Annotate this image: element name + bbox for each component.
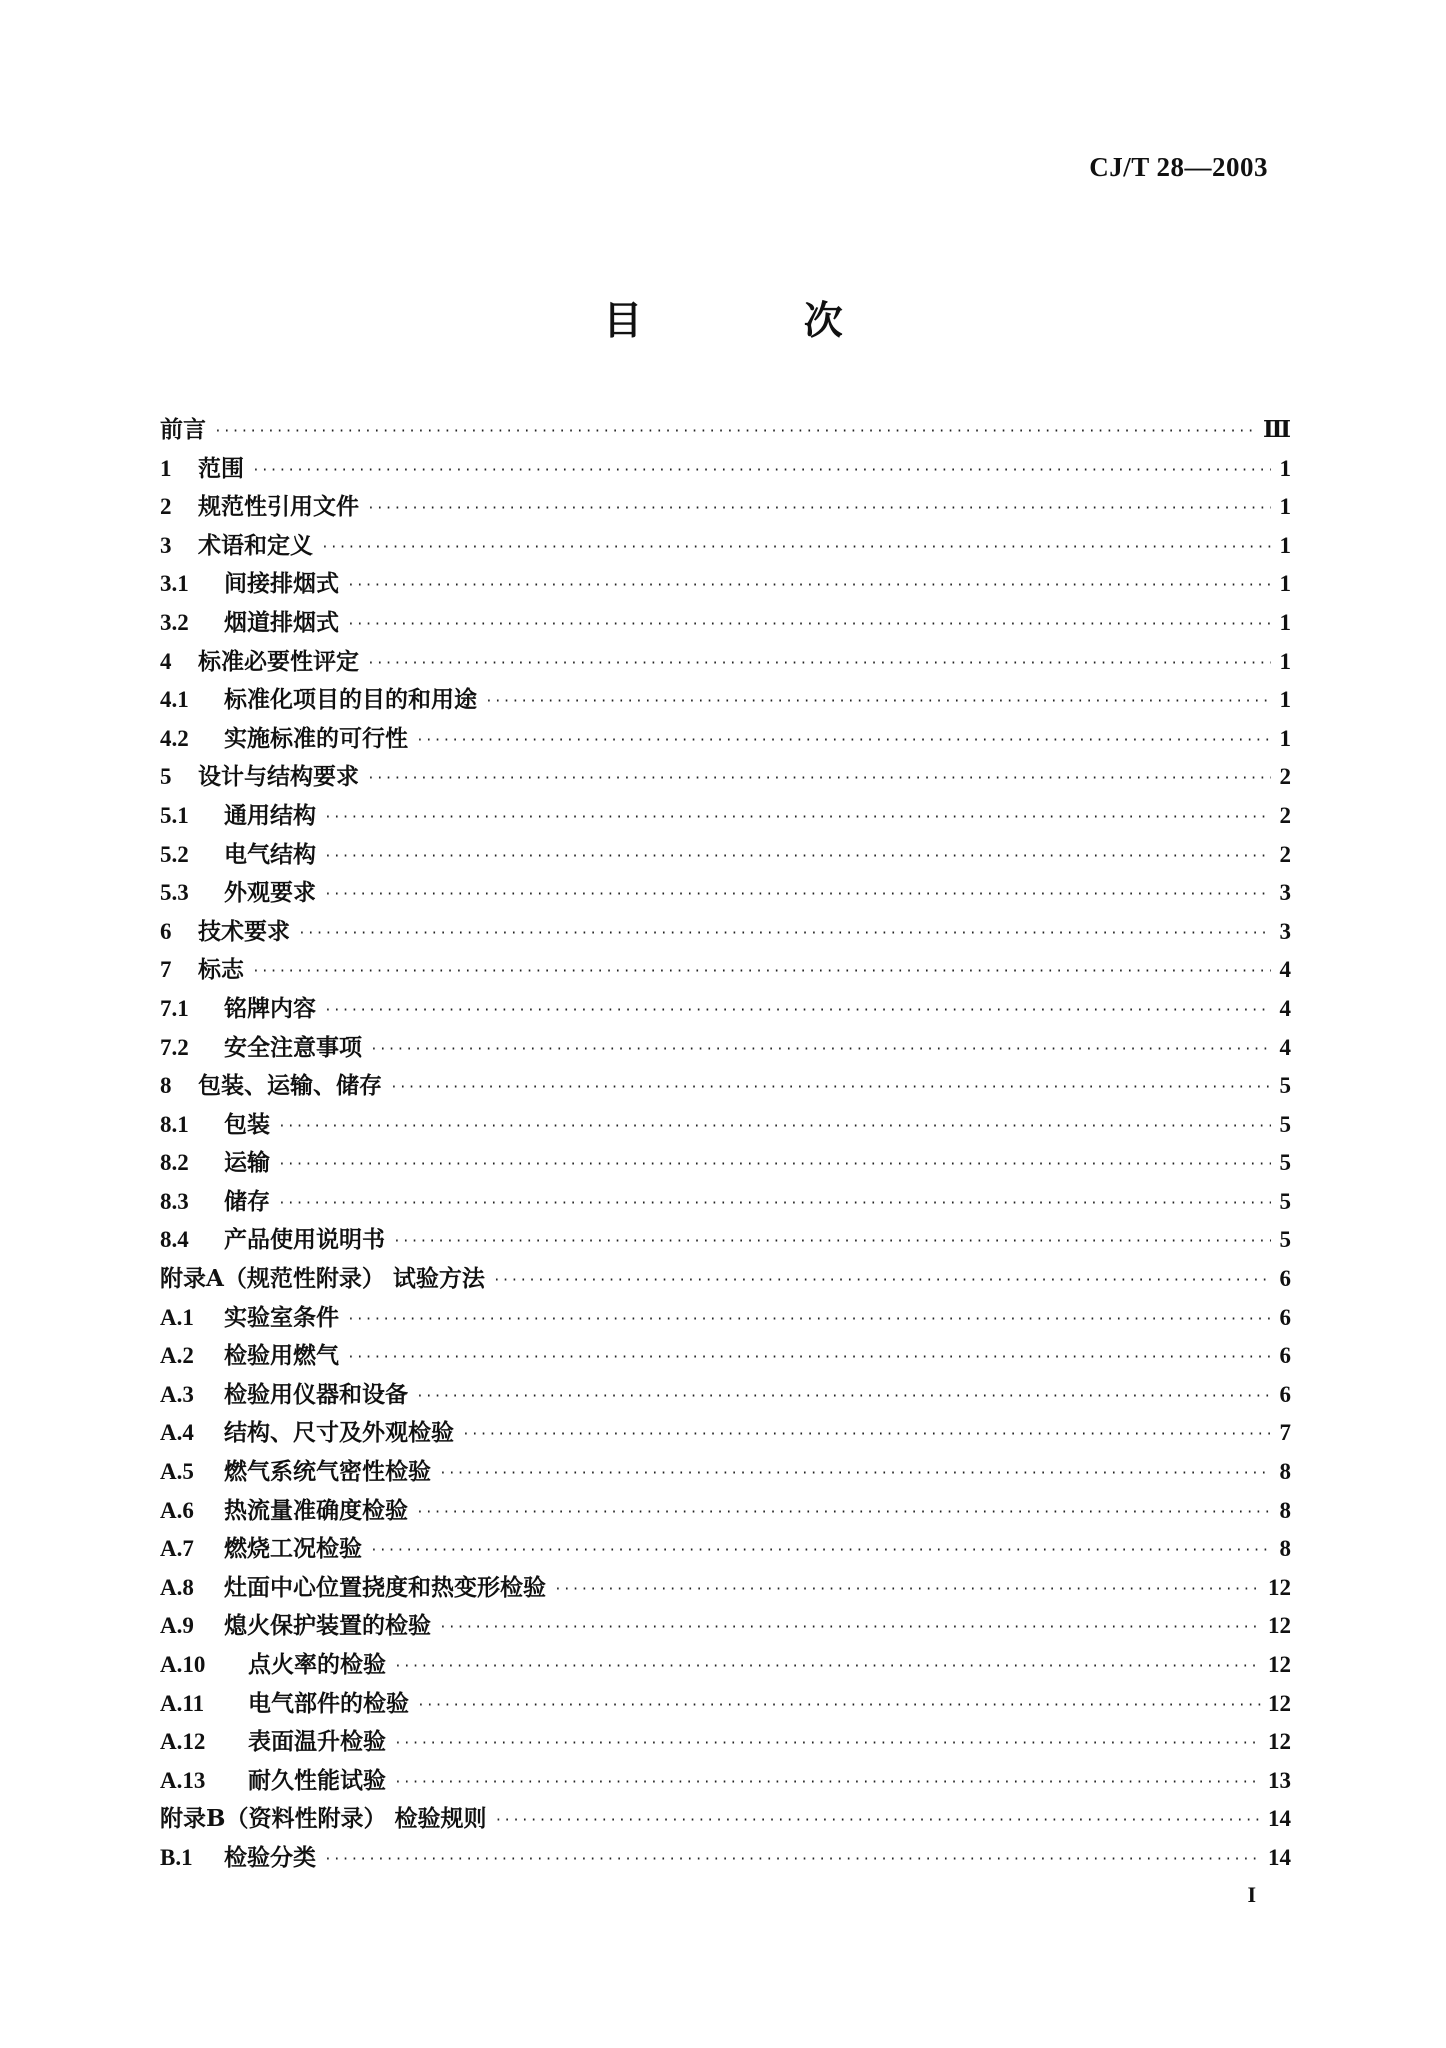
toc-dot-leader xyxy=(367,760,1271,799)
toc-entry-page: 5 xyxy=(1279,1188,1291,1214)
toc-entry-number: 4.2 xyxy=(160,725,189,751)
toc-dot-leader xyxy=(367,645,1271,684)
toc-entry-title: 包装 xyxy=(224,1110,270,1138)
toc-entry-page: 6 xyxy=(1279,1381,1291,1407)
toc-entry[interactable] xyxy=(160,1067,1291,1106)
toc-entry-title: 前言 xyxy=(160,416,206,443)
page-folio: I xyxy=(1247,1882,1256,1907)
toc-entry-number: 4 xyxy=(160,648,172,674)
toc-entry-page: Ⅲ xyxy=(1262,417,1291,442)
toc-dot-leader xyxy=(324,876,1271,915)
toc-entry-number: 5.2 xyxy=(160,841,189,867)
toc-entry-title: 燃气系统气密性检验 xyxy=(224,1458,431,1486)
toc-dot-leader xyxy=(278,1108,1271,1147)
toc-dot-leader xyxy=(367,490,1271,529)
toc-entry[interactable] xyxy=(160,1260,1291,1299)
toc-entry[interactable] xyxy=(160,797,1291,836)
toc-entry-page: 1 xyxy=(1279,455,1291,481)
toc-dot-leader xyxy=(394,1764,1262,1803)
toc-dot-leader xyxy=(278,1146,1271,1185)
toc-entry-title: 点火率的检验 xyxy=(248,1651,386,1678)
toc-dot-leader xyxy=(298,915,1271,954)
toc-entry-number: 5.3 xyxy=(160,880,189,906)
toc-entry-page: 2 xyxy=(1279,841,1291,867)
toc-dot-leader xyxy=(393,1223,1271,1262)
toc-entry-page: 14 xyxy=(1268,1844,1291,1870)
toc-entry-title: 产品使用说明书 xyxy=(224,1226,385,1254)
toc-entry-title: 间接排烟式 xyxy=(224,570,339,598)
toc-entry-title: 实验室条件 xyxy=(224,1303,339,1331)
toc-entry-title: 安全注意事项 xyxy=(224,1033,362,1061)
toc-entry-page: 12 xyxy=(1268,1574,1291,1600)
toc-entry[interactable] xyxy=(160,1029,1291,1068)
toc-entry-number: 5.1 xyxy=(160,802,189,828)
toc-entry-number: A.9 xyxy=(160,1613,194,1639)
toc-dot-leader xyxy=(493,1262,1271,1301)
toc-entry-page: 1 xyxy=(1279,648,1291,674)
toc-entry[interactable] xyxy=(160,643,1291,682)
toc-entry[interactable] xyxy=(160,951,1291,990)
toc-entry-title: 结构、尺寸及外观检验 xyxy=(224,1419,454,1447)
toc-entry-title: 烟道排烟式 xyxy=(224,608,339,636)
page-title: 目 次 xyxy=(603,298,917,344)
table-of-contents xyxy=(160,411,1291,1878)
toc-dot-leader xyxy=(485,683,1271,722)
toc-entry[interactable] xyxy=(160,488,1291,527)
toc-entry-page: 6 xyxy=(1279,1343,1291,1369)
toc-entry-title: 燃烧工况检验 xyxy=(224,1535,362,1563)
toc-entry-page: 8 xyxy=(1279,1459,1291,1485)
toc-dot-leader xyxy=(324,799,1271,838)
toc-entry[interactable] xyxy=(160,874,1291,913)
toc-entry-number: A.2 xyxy=(160,1343,194,1369)
toc-dot-leader xyxy=(416,1378,1271,1417)
toc-dot-leader xyxy=(324,838,1271,877)
toc-entry-number: A.4 xyxy=(160,1420,194,1446)
toc-entry-title: 运输 xyxy=(224,1149,270,1177)
toc-entry-title: 熄火保护装置的检验 xyxy=(224,1612,431,1640)
toc-entry-title: 铭牌内容 xyxy=(224,994,316,1022)
toc-entry-number: 7 xyxy=(160,957,172,983)
toc-entry-title: 电气结构 xyxy=(224,840,316,868)
toc-entry-number: A.13 xyxy=(160,1767,206,1793)
toc-entry[interactable] xyxy=(160,836,1291,875)
toc-entry-number: 4.1 xyxy=(160,687,189,713)
toc-entry-title: 附录A（规范性附录） 试验方法 xyxy=(160,1265,485,1293)
toc-entry-page: 1 xyxy=(1279,532,1291,558)
toc-entry[interactable] xyxy=(160,1106,1291,1145)
toc-entry[interactable] xyxy=(160,604,1291,643)
toc-entry-number: 8.3 xyxy=(160,1188,189,1214)
toc-entry[interactable] xyxy=(160,1685,1291,1724)
toc-entry[interactable] xyxy=(160,1376,1291,1415)
toc-dot-leader xyxy=(347,1301,1271,1340)
toc-entry[interactable] xyxy=(160,1183,1291,1222)
toc-entry[interactable] xyxy=(160,720,1291,759)
toc-entry-number: 7.1 xyxy=(160,995,189,1021)
toc-entry-title: 检验分类 xyxy=(224,1843,316,1871)
standard-number: CJ/T 28—2003 xyxy=(1089,152,1268,182)
toc-dot-leader xyxy=(416,722,1271,761)
toc-entry-page: 5 xyxy=(1279,1227,1291,1253)
toc-entry-page: 12 xyxy=(1268,1690,1291,1716)
toc-dot-leader xyxy=(214,413,1257,452)
toc-entry-number: 8 xyxy=(160,1073,172,1099)
toc-entry-number: 2 xyxy=(160,494,172,520)
toc-entry-page: 8 xyxy=(1279,1536,1291,1562)
toc-entry-page: 2 xyxy=(1279,802,1291,828)
toc-entry-title: 技术要求 xyxy=(198,917,290,945)
toc-dot-leader xyxy=(439,1609,1262,1648)
toc-entry[interactable] xyxy=(160,1839,1291,1878)
toc-entry-number: 3.2 xyxy=(160,609,189,635)
toc-entry-page: 12 xyxy=(1268,1652,1291,1677)
toc-entry-page: 6 xyxy=(1279,1266,1291,1292)
toc-entry-page: 7 xyxy=(1279,1420,1291,1446)
toc-entry-page: 1 xyxy=(1279,687,1291,713)
toc-entry-number: 7.2 xyxy=(160,1034,189,1060)
toc-entry-page: 4 xyxy=(1279,995,1291,1021)
toc-entry-number: 3.1 xyxy=(160,571,189,597)
toc-entry-page: 1 xyxy=(1279,609,1291,635)
toc-entry-page: 5 xyxy=(1279,1150,1291,1176)
toc-dot-leader xyxy=(370,1532,1271,1571)
toc-entry[interactable] xyxy=(160,1762,1291,1801)
toc-entry-title: 术语和定义 xyxy=(198,531,313,559)
toc-entry-page: 2 xyxy=(1279,764,1291,790)
toc-entry-title: 实施标准的可行性 xyxy=(224,724,408,752)
toc-entry-title: 标准必要性评定 xyxy=(198,647,359,675)
toc-entry-page: 12 xyxy=(1268,1729,1291,1755)
toc-entry-title: 范围 xyxy=(198,454,244,482)
toc-entry[interactable] xyxy=(160,1144,1291,1183)
toc-entry-number: B.1 xyxy=(160,1844,193,1870)
toc-entry[interactable] xyxy=(160,565,1291,604)
toc-entry-number: 8.1 xyxy=(160,1111,189,1137)
toc-entry[interactable] xyxy=(160,1414,1291,1453)
toc-entry-number: A.5 xyxy=(160,1459,194,1485)
toc-dot-leader xyxy=(324,992,1271,1031)
toc-entry-title: 储存 xyxy=(224,1187,270,1215)
toc-entry-number: 6 xyxy=(160,918,172,944)
toc-entry-title: 标志 xyxy=(198,956,244,984)
toc-entry[interactable] xyxy=(160,1530,1291,1569)
toc-entry-number: A.8 xyxy=(160,1574,194,1600)
toc-entry[interactable] xyxy=(160,1221,1291,1260)
toc-dot-leader xyxy=(252,953,1271,992)
toc-entry-number: A.1 xyxy=(160,1304,194,1330)
toc-entry-page: 4 xyxy=(1279,1034,1291,1060)
toc-entry-title: 灶面中心位置挠度和热变形检验 xyxy=(224,1573,546,1601)
toc-dot-leader xyxy=(554,1571,1262,1610)
toc-entry-title: 耐久性能试验 xyxy=(248,1766,386,1794)
toc-entry-page: 13 xyxy=(1268,1767,1291,1793)
toc-entry[interactable] xyxy=(160,1337,1291,1376)
toc-entry[interactable] xyxy=(160,1646,1291,1685)
toc-entry-number: 1 xyxy=(160,455,172,481)
toc-entry-number: 3 xyxy=(160,532,172,558)
toc-entry[interactable] xyxy=(160,1800,1291,1839)
toc-dot-leader xyxy=(462,1416,1271,1455)
toc-entry[interactable] xyxy=(160,450,1291,489)
toc-entry-page: 12 xyxy=(1268,1613,1291,1639)
toc-dot-leader xyxy=(394,1725,1262,1764)
toc-entry-page: 5 xyxy=(1279,1111,1291,1137)
toc-dot-leader xyxy=(494,1802,1262,1841)
toc-dot-leader xyxy=(394,1648,1262,1687)
toc-dot-leader xyxy=(347,567,1271,606)
toc-entry[interactable] xyxy=(160,527,1291,566)
toc-entry-number: A.7 xyxy=(160,1536,194,1562)
toc-dot-leader xyxy=(439,1455,1271,1494)
toc-dot-leader xyxy=(321,529,1271,568)
toc-entry-title: 表面温升检验 xyxy=(248,1728,386,1756)
toc-entry-number: A.11 xyxy=(160,1690,205,1716)
toc-entry-title: 检验用仪器和设备 xyxy=(224,1380,408,1408)
toc-entry-title: 包装、运输、储存 xyxy=(198,1072,382,1100)
toc-entry[interactable] xyxy=(160,1569,1291,1608)
toc-entry-page: 1 xyxy=(1279,725,1291,751)
toc-entry[interactable] xyxy=(160,758,1291,797)
toc-entry-title: 通用结构 xyxy=(224,801,316,829)
toc-entry-title: 检验用燃气 xyxy=(224,1342,339,1370)
toc-entry-page: 5 xyxy=(1279,1073,1291,1099)
toc-entry-page: 6 xyxy=(1279,1304,1291,1330)
toc-entry-number: A.12 xyxy=(160,1729,206,1755)
toc-entry[interactable] xyxy=(160,681,1291,720)
toc-dot-leader xyxy=(416,1494,1271,1533)
toc-entry-page: 8 xyxy=(1279,1497,1291,1523)
toc-entry[interactable] xyxy=(160,1453,1291,1492)
toc-entry[interactable] xyxy=(160,1299,1291,1338)
toc-dot-leader xyxy=(278,1185,1271,1224)
toc-entry[interactable] xyxy=(160,1492,1291,1531)
toc-entry-page: 1 xyxy=(1279,494,1291,520)
toc-entry-title: 规范性引用文件 xyxy=(198,493,359,521)
toc-entry-page: 14 xyxy=(1268,1806,1291,1832)
toc-dot-leader xyxy=(417,1687,1262,1726)
toc-entry-number: 8.4 xyxy=(160,1227,189,1253)
toc-dot-leader xyxy=(252,452,1271,491)
toc-entry-number: A.6 xyxy=(160,1497,194,1523)
toc-entry-title: 设计与结构要求 xyxy=(198,763,359,791)
toc-entry-number: 5 xyxy=(160,764,172,790)
toc-entry-page: 1 xyxy=(1279,571,1291,597)
toc-dot-leader xyxy=(370,1031,1271,1070)
toc-entry-title: 标准化项目的目的和用途 xyxy=(224,686,477,714)
toc-dot-leader xyxy=(347,606,1271,645)
toc-entry-page: 4 xyxy=(1279,957,1291,983)
toc-entry-page: 3 xyxy=(1279,918,1291,944)
toc-entry-number: A.10 xyxy=(160,1652,206,1677)
toc-entry-title: 外观要求 xyxy=(224,879,316,907)
toc-entry-title: 电气部件的检验 xyxy=(248,1689,409,1717)
toc-dot-leader xyxy=(390,1069,1271,1108)
toc-entry-title: 附录B（资料性附录） 检验规则 xyxy=(160,1805,487,1833)
toc-entry[interactable] xyxy=(160,411,1291,450)
toc-dot-leader xyxy=(347,1339,1271,1378)
toc-entry[interactable] xyxy=(160,1607,1291,1646)
toc-entry-page: 3 xyxy=(1279,880,1291,906)
toc-entry-number: A.3 xyxy=(160,1381,194,1407)
toc-dot-leader xyxy=(324,1841,1262,1880)
toc-entry[interactable] xyxy=(160,1723,1291,1762)
toc-entry[interactable] xyxy=(160,990,1291,1029)
toc-entry-title: 热流量准确度检验 xyxy=(224,1496,408,1524)
toc-entry-number: 8.2 xyxy=(160,1150,189,1176)
toc-entry[interactable] xyxy=(160,913,1291,952)
